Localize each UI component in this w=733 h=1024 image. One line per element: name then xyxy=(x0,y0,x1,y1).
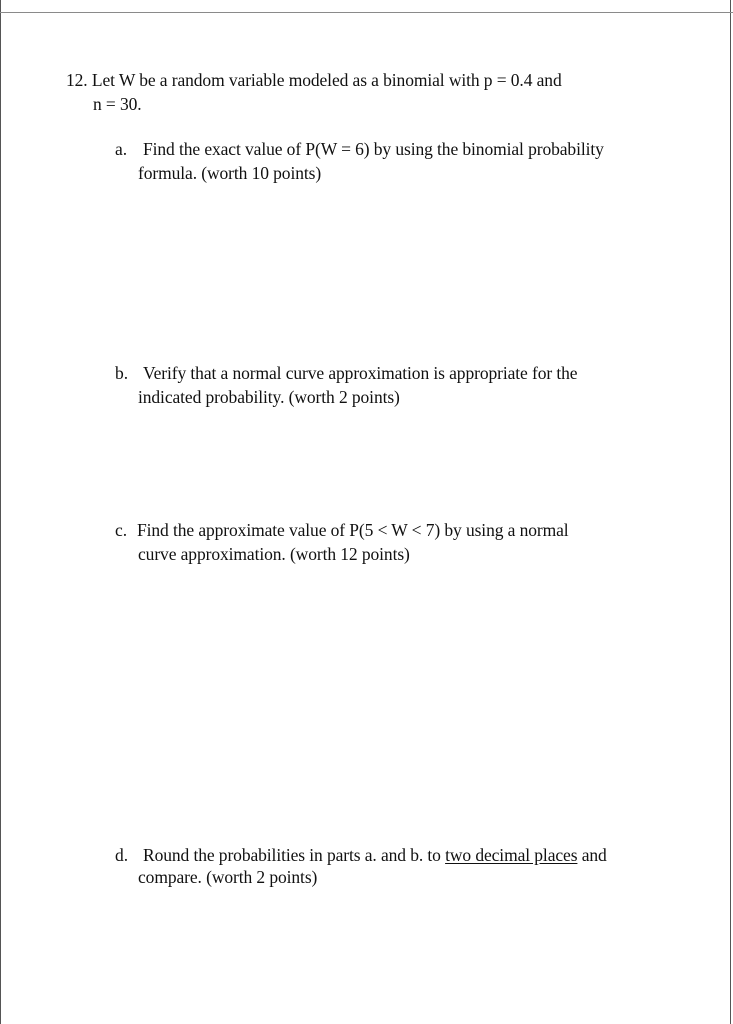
part-c-label: c. xyxy=(115,520,128,540)
part-d-line-1-pre: Round the probabilities in parts a. and b. to xyxy=(143,845,446,865)
part-b-line-1: Verify that a normal curve approximation is appropriate for the xyxy=(143,363,578,383)
part-b-line-2: indicated probability. (worth 2 points) xyxy=(138,387,400,407)
part-a-label: a. xyxy=(115,139,128,159)
question-line-2: n = 30. xyxy=(93,94,142,114)
part-a-line-2: formula. (worth 10 points) xyxy=(138,163,322,183)
part-b-label: b. xyxy=(115,363,129,383)
part-c-line-1: Find the approximate value of P(5 < W < 7) by using a normal xyxy=(137,520,569,540)
part-d-line-1 xyxy=(143,844,607,866)
part-d-underlined-phrase: two decimal places xyxy=(445,845,578,865)
question-line-1: 12. Let W be a random variable modeled as a binomial with p = 0.4 and xyxy=(66,70,562,90)
part-d-label: d. xyxy=(115,845,129,865)
part-c-line-2: curve approximation. (worth 12 points) xyxy=(138,544,410,564)
top-divider xyxy=(0,12,733,13)
part-d-line-1-post: and xyxy=(577,845,607,865)
part-a-line-1: Find the exact value of P(W = 6) by using the binomial probability xyxy=(143,139,604,159)
part-d-line-2: compare. (worth 2 points) xyxy=(138,867,318,887)
